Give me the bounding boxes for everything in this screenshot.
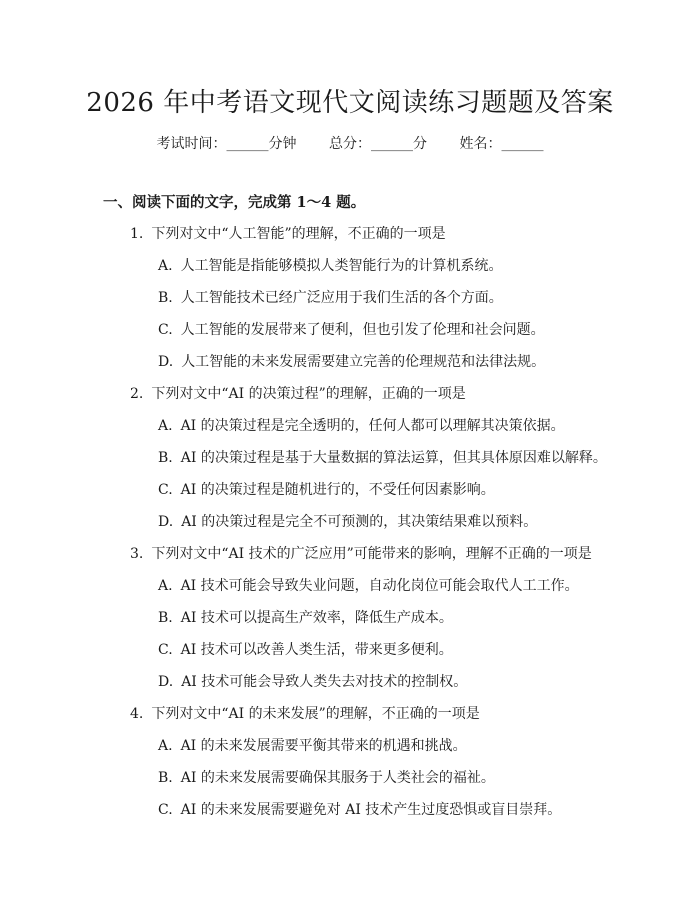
option-letter: C. — [158, 482, 173, 498]
option-text: 人工智能技术已经广泛应用于我们生活的各个方面。 — [180, 290, 503, 306]
option-letter: C. — [158, 322, 173, 338]
option-text: AI 技术可以提高生产效率，降低生产成本。 — [180, 610, 453, 626]
option-letter: D. — [158, 514, 174, 530]
option-4b — [158, 767, 495, 787]
exam-time: 考试时间：______分钟 — [156, 136, 297, 152]
exam-meta — [0, 133, 700, 153]
option-2b — [158, 447, 607, 467]
option-text: AI 的未来发展需要确保其服务于人类社会的福祉。 — [180, 770, 495, 786]
option-letter: D. — [158, 354, 174, 370]
option-text: 人工智能的未来发展需要建立完善的伦理规范和法律法规。 — [181, 354, 546, 370]
option-text: AI 的决策过程是基于大量数据的算法运算，但其具体原因难以解释。 — [180, 450, 607, 466]
question-number: 4. — [130, 706, 144, 722]
option-4a — [158, 735, 467, 755]
section-heading: 一、阅读下面的文字，完成第 1～4 题。 — [103, 194, 366, 211]
option-text: AI 技术可能会导致人类失去对技术的控制权。 — [181, 674, 468, 690]
option-4c — [158, 799, 561, 819]
option-text: 人工智能是指能够模拟人类智能行为的计算机系统。 — [180, 258, 503, 274]
question-stem: 下列对文中“AI 的决策过程”的理解，正确的一项是 — [151, 386, 466, 402]
question-stem: 下列对文中“AI 技术的广泛应用”可能带来的影响，理解不正确的一项是 — [151, 546, 592, 562]
exam-score: 总分：______分 — [329, 136, 427, 152]
question-number: 1. — [130, 226, 144, 242]
option-text: AI 技术可能会导致失业问题，自动化岗位可能会取代人工工作。 — [180, 578, 579, 594]
option-1a — [158, 255, 503, 275]
option-3d — [158, 671, 467, 691]
option-text: AI 的决策过程是完全不可预测的，其决策结果难以预料。 — [181, 514, 538, 530]
question-4 — [130, 703, 480, 723]
question-1 — [130, 223, 446, 243]
option-letter: C. — [158, 802, 173, 818]
option-1b — [158, 287, 503, 307]
option-letter: A. — [158, 418, 173, 434]
option-3a — [158, 575, 579, 595]
option-letter: C. — [158, 642, 173, 658]
option-text: 人工智能的发展带来了便利，但也引发了伦理和社会问题。 — [180, 322, 545, 338]
option-2d — [158, 511, 537, 531]
option-3c — [158, 639, 453, 659]
option-letter: A. — [158, 258, 173, 274]
option-2c — [158, 479, 495, 499]
option-letter: B. — [158, 290, 173, 306]
option-letter: B. — [158, 450, 173, 466]
option-text: AI 的决策过程是随机进行的，不受任何因素影响。 — [180, 482, 495, 498]
option-3b — [158, 607, 453, 627]
option-text: AI 的未来发展需要平衡其带来的机遇和挑战。 — [180, 738, 467, 754]
option-letter: B. — [158, 770, 173, 786]
option-text: AI 的未来发展需要避免对 AI 技术产生过度恐惧或盲目崇拜。 — [180, 802, 562, 818]
option-1d — [158, 351, 545, 371]
question-stem: 下列对文中“AI 的未来发展”的理解，不正确的一项是 — [151, 706, 480, 722]
option-letter: A. — [158, 738, 173, 754]
option-text: AI 的决策过程是完全透明的，任何人都可以理解其决策依据。 — [180, 418, 565, 434]
option-1c — [158, 319, 545, 339]
question-3 — [130, 543, 592, 563]
option-2a — [158, 415, 565, 435]
question-number: 2. — [130, 386, 144, 402]
option-letter: A. — [158, 578, 173, 594]
question-2 — [130, 383, 466, 403]
page-title: 2026 年中考语文现代文阅读练习题题及答案 — [86, 88, 614, 118]
student-name: 姓名：______ — [459, 136, 544, 152]
option-letter: D. — [158, 674, 174, 690]
option-letter: B. — [158, 610, 173, 626]
option-text: AI 技术可以改善人类生活，带来更多便利。 — [180, 642, 453, 658]
question-number: 3. — [130, 546, 144, 562]
question-stem: 下列对文中“人工智能”的理解，不正确的一项是 — [151, 226, 446, 242]
